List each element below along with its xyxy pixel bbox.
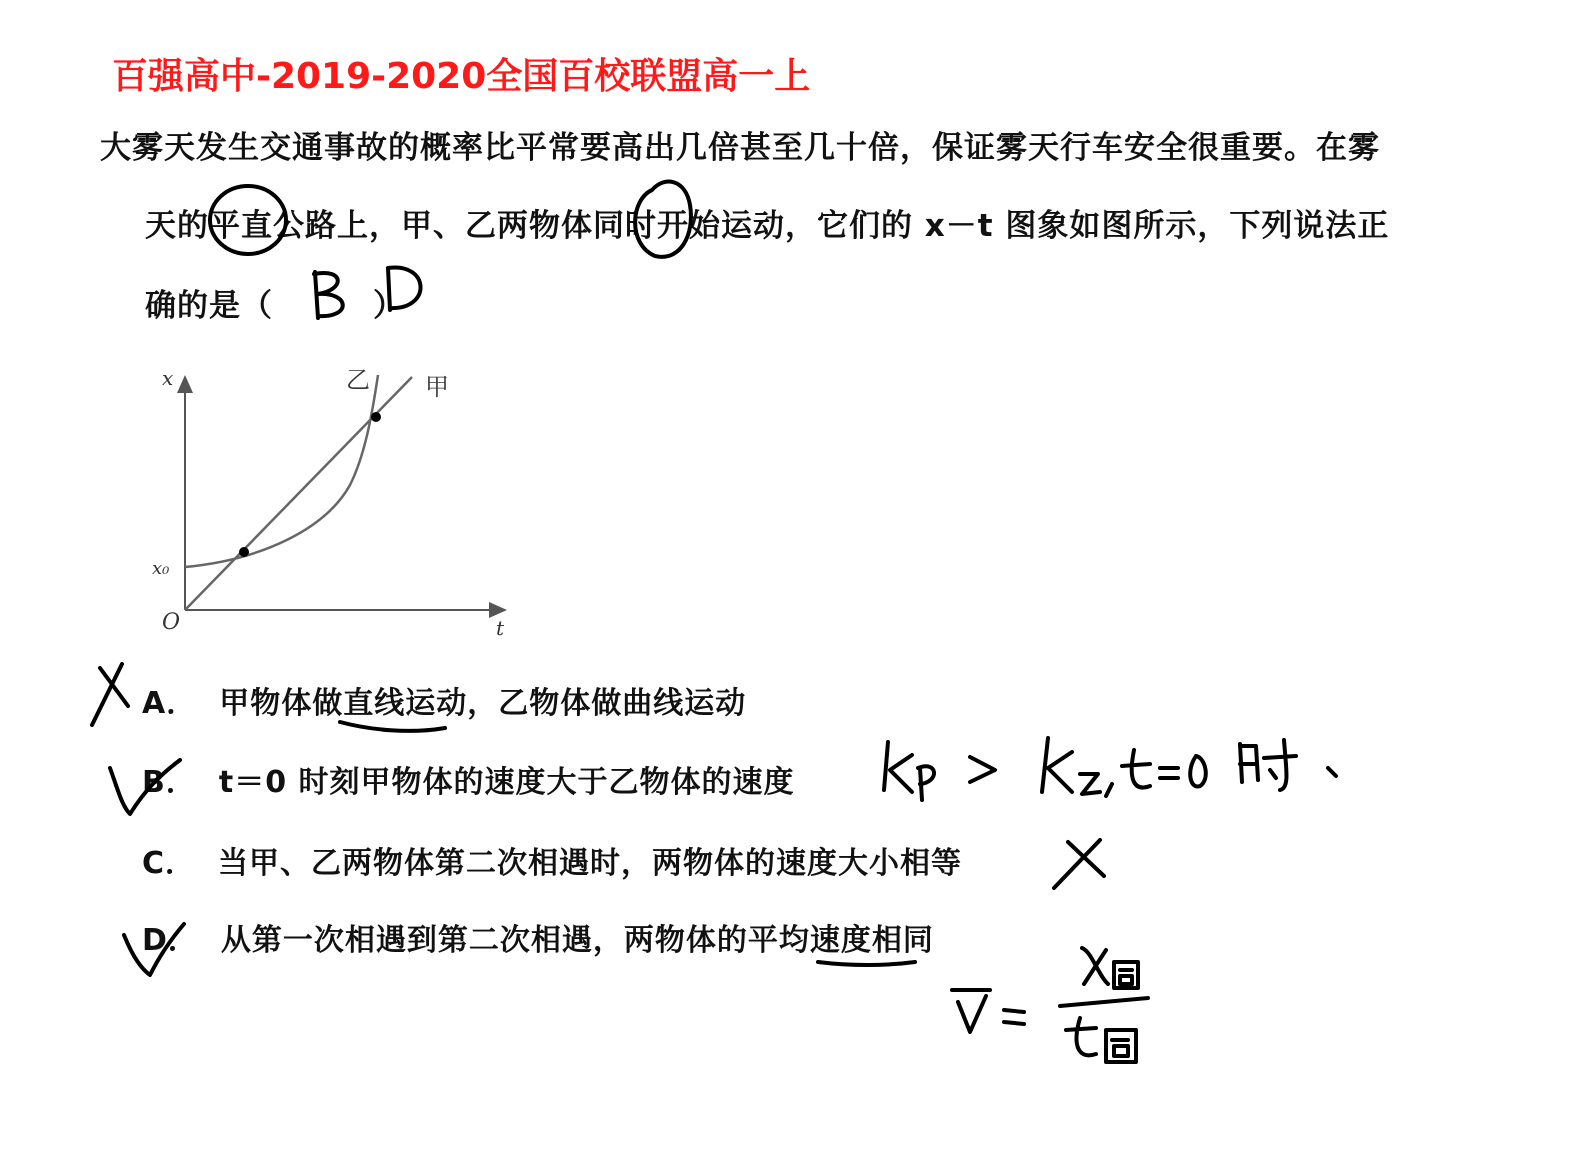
question-line-3-close: ） xyxy=(373,288,405,324)
note-b-p xyxy=(918,766,934,800)
option-c xyxy=(142,838,962,882)
x-axis-label: t xyxy=(496,616,505,640)
note-b-z xyxy=(1080,774,1100,794)
option-a xyxy=(142,678,746,722)
note-b-zero xyxy=(1190,756,1206,787)
xt-graph-svg xyxy=(140,355,530,655)
note-b-t xyxy=(1122,750,1150,788)
formula-eq xyxy=(1004,1010,1024,1024)
curve-yi xyxy=(185,375,378,567)
note-b-gt xyxy=(970,757,995,782)
underline-avg-velocity xyxy=(818,962,915,965)
option-b-text: t＝0 时刻甲物体的速度大于乙物体的速度 xyxy=(218,765,795,800)
underline-straight-motion xyxy=(340,722,445,731)
xt-graph xyxy=(140,355,530,655)
option-a-text: 甲物体做直线运动，乙物体做曲线运动 xyxy=(219,686,747,721)
note-b-comma2 xyxy=(1328,768,1336,776)
x0-label: x₀ xyxy=(152,558,170,579)
line-jia-label: 甲 xyxy=(425,373,449,401)
note-b-eq xyxy=(1160,768,1178,778)
option-b xyxy=(142,757,795,801)
option-b-letter: B． xyxy=(142,765,197,800)
question-line-1: 大雾天发生交通事故的概率比平常要高出几倍甚至几十倍，保证雾天行车安全很重要。在雾 xyxy=(100,130,1380,166)
intersection-point-1 xyxy=(239,547,249,557)
formula-frac-bar xyxy=(1060,998,1148,1006)
option-d xyxy=(142,915,934,959)
option-c-letter: C． xyxy=(142,846,197,881)
option-a-letter: A． xyxy=(142,686,198,721)
page-title: 百强高中-2019-2020全国百校联盟高一上 xyxy=(112,56,811,97)
note-b-shi xyxy=(1240,740,1296,790)
y-axis-label: x xyxy=(162,366,174,390)
question-line-3-text: 确的是（ xyxy=(145,288,273,324)
line-jia xyxy=(185,377,412,610)
intersection-point-2 xyxy=(371,412,381,422)
question-line-3 xyxy=(145,280,405,325)
formula-t xyxy=(1066,1018,1096,1055)
mark-a-x xyxy=(92,664,128,725)
option-c-text: 当甲、乙两物体第二次相遇时，两物体的速度大小相等 xyxy=(218,846,963,881)
question-line-2: 天的平直公路上，甲、乙两物体同时开始运动，它们的 x－t 图象如图所示，下列说法正 xyxy=(145,208,1390,244)
note-b-k2 xyxy=(1042,738,1072,792)
formula-x xyxy=(1082,948,1108,984)
option-d-letter: D． xyxy=(142,923,199,958)
note-b-comma1 xyxy=(1106,784,1112,796)
formula-num-tong xyxy=(1114,962,1138,988)
formula-v xyxy=(958,996,986,1032)
curve-yi-label: 乙 xyxy=(346,366,370,394)
formula-den-tong xyxy=(1106,1030,1136,1062)
note-b-k1 xyxy=(884,742,912,792)
mark-c-x xyxy=(1054,840,1104,888)
option-d-text: 从第一次相遇到第二次相遇，两物体的平均速度相同 xyxy=(220,923,934,958)
origin-label: O xyxy=(162,610,181,635)
